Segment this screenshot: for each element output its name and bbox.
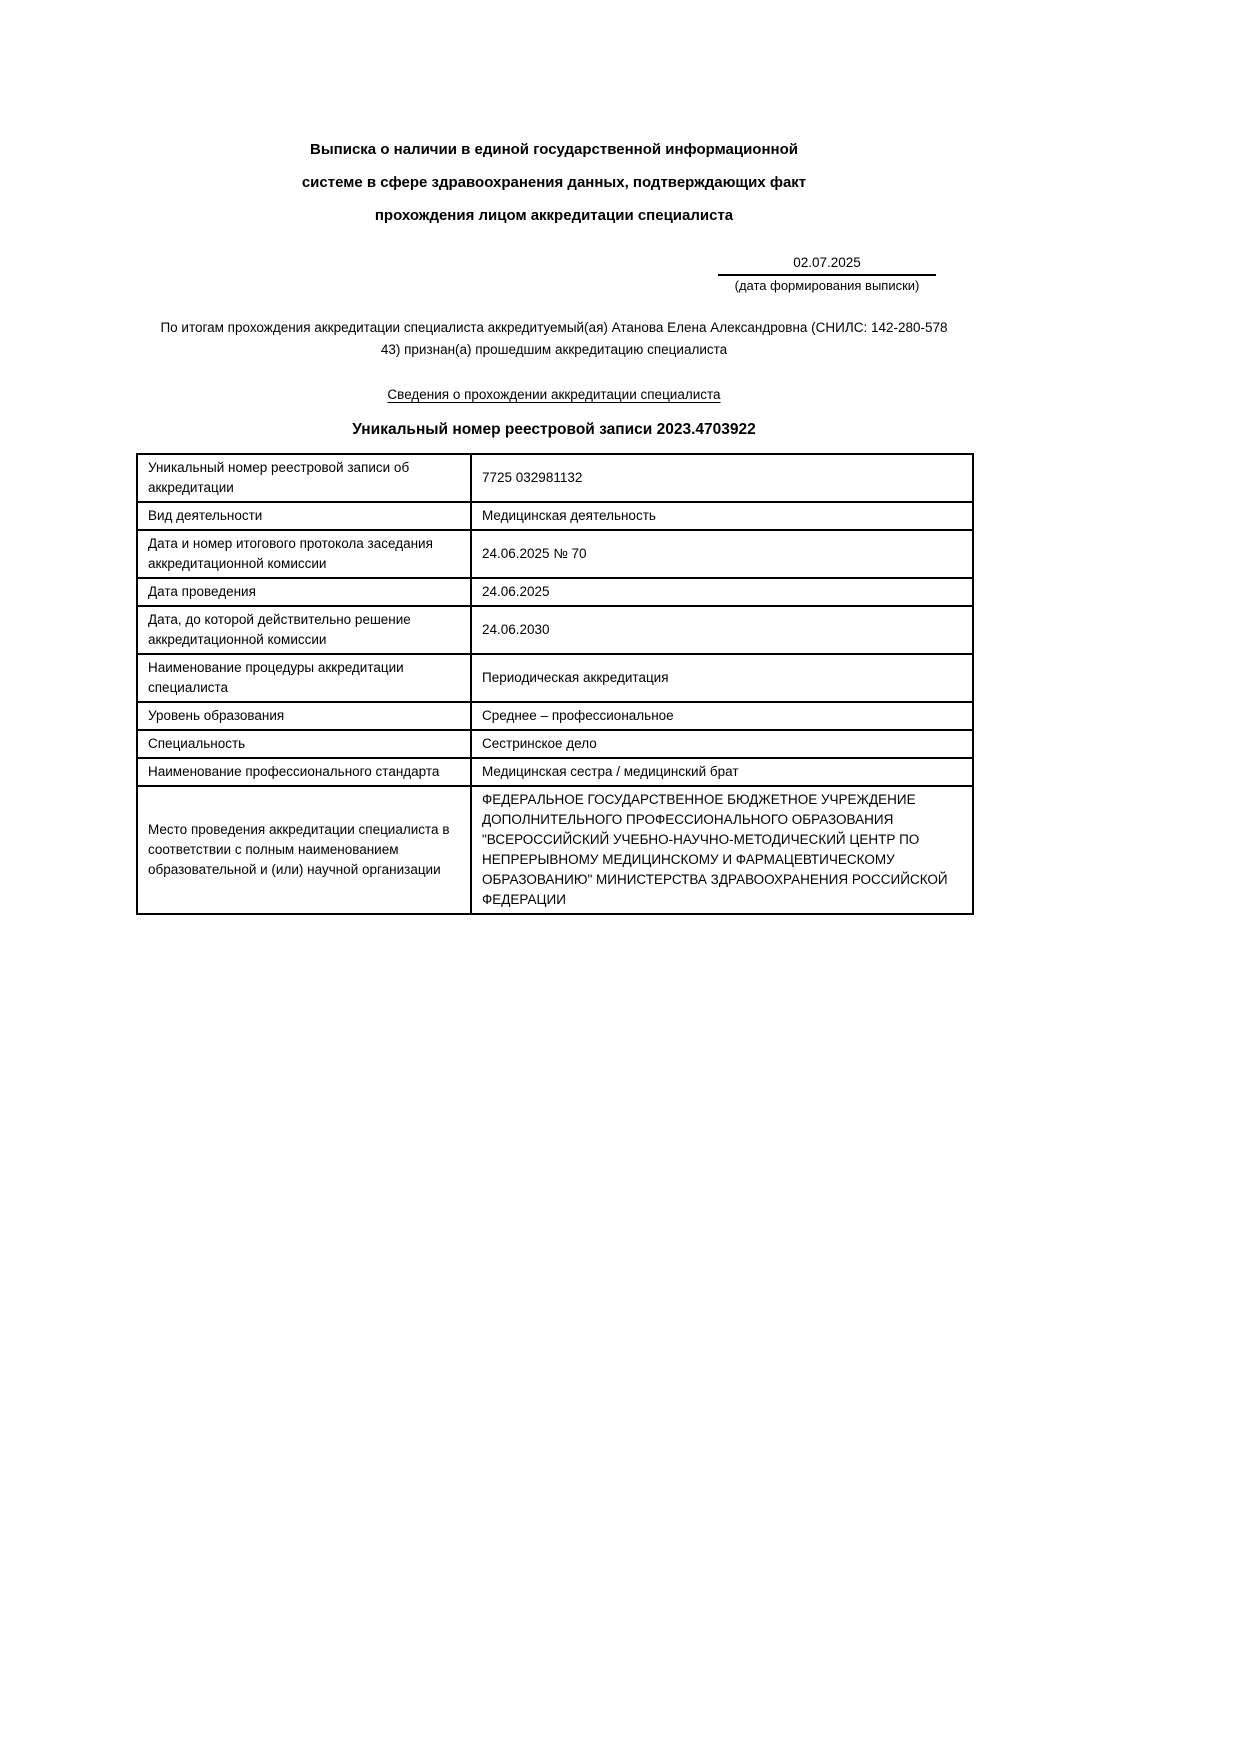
extract-date-value: 02.07.2025	[718, 253, 936, 276]
row-value: Периодическая аккредитация	[471, 654, 973, 702]
intro-paragraph	[136, 317, 972, 361]
document-content	[136, 0, 972, 915]
intro-paragraph-line: 43) признан(а) прошедшим аккредитацию специалиста	[380, 342, 728, 357]
record-number-heading: Уникальный номер реестровой записи 2023.4703922	[352, 421, 756, 438]
table-row	[137, 578, 973, 606]
extract-date-caption: (дата формирования выписки)	[734, 278, 920, 293]
table-row	[137, 758, 973, 786]
row-label: Уровень образования	[137, 702, 471, 730]
document-title-line: прохождения лицом аккредитации специалиста	[374, 207, 734, 224]
table-row	[137, 786, 973, 914]
table-row	[137, 454, 973, 502]
row-value: 24.06.2025 № 70	[471, 530, 973, 578]
intro-paragraph-line: По итогам прохождения аккредитации специалиста аккредитуемый(ая) Атанова Елена Александровна (СНИЛС: 142-280-578	[160, 320, 948, 335]
table-row	[137, 654, 973, 702]
row-value: Медицинская деятельность	[471, 502, 973, 530]
row-value: ФЕДЕРАЛЬНОЕ ГОСУДАРСТВЕННОЕ БЮДЖЕТНОЕ УЧРЕЖДЕНИЕ ДОПОЛНИТЕЛЬНОГО ПРОФЕССИОНАЛЬНОГО ОБРАЗОВАНИЯ "ВСЕРОССИЙСКИЙ УЧЕБНО-НАУЧНО-МЕТОДИЧЕСКИЙ ЦЕНТР ПО НЕПРЕРЫВНОМУ МЕДИЦИНСКОМУ И ФАРМАЦЕВТИЧЕСКОМУ ОБРАЗОВАНИЮ" МИНИСТЕРСТВА ЗДРАВООХРАНЕНИЯ РОССИЙСКОЙ ФЕДЕРАЦИИ	[471, 786, 973, 914]
table-row	[137, 730, 973, 758]
table-row	[137, 530, 973, 578]
row-value: Сестринское дело	[471, 730, 973, 758]
row-label: Специальность	[137, 730, 471, 758]
table-row	[137, 702, 973, 730]
extract-date-block	[718, 253, 936, 295]
row-value: 24.06.2025	[471, 578, 973, 606]
row-value: 24.06.2030	[471, 606, 973, 654]
document-title-line: системе в сфере здравоохранения данных, подтверждающих факт	[301, 174, 807, 191]
row-value: Медицинская сестра / медицинский брат	[471, 758, 973, 786]
row-label: Наименование профессионального стандарта	[137, 758, 471, 786]
row-label: Вид деятельности	[137, 502, 471, 530]
row-label: Уникальный номер реестровой записи об аккредитации	[137, 454, 471, 502]
row-label: Дата и номер итогового протокола заседания аккредитационной комиссии	[137, 530, 471, 578]
document-title	[136, 133, 972, 232]
row-value: 7725 032981132	[471, 454, 973, 502]
row-label: Дата проведения	[137, 578, 471, 606]
row-label: Наименование процедуры аккредитации специалиста	[137, 654, 471, 702]
accreditation-table	[136, 453, 974, 915]
table-row	[137, 606, 973, 654]
row-value: Среднее – профессиональное	[471, 702, 973, 730]
section-heading: Сведения о прохождении аккредитации специалиста	[387, 387, 721, 402]
document-title-line: Выписка о наличии в единой государственной информационной	[310, 141, 798, 158]
row-label: Место проведения аккредитации специалиста в соответствии с полным наименованием образовательной и (или) научной организации	[137, 786, 471, 914]
row-label: Дата, до которой действительно решение аккредитационной комиссии	[137, 606, 471, 654]
table-row	[137, 502, 973, 530]
